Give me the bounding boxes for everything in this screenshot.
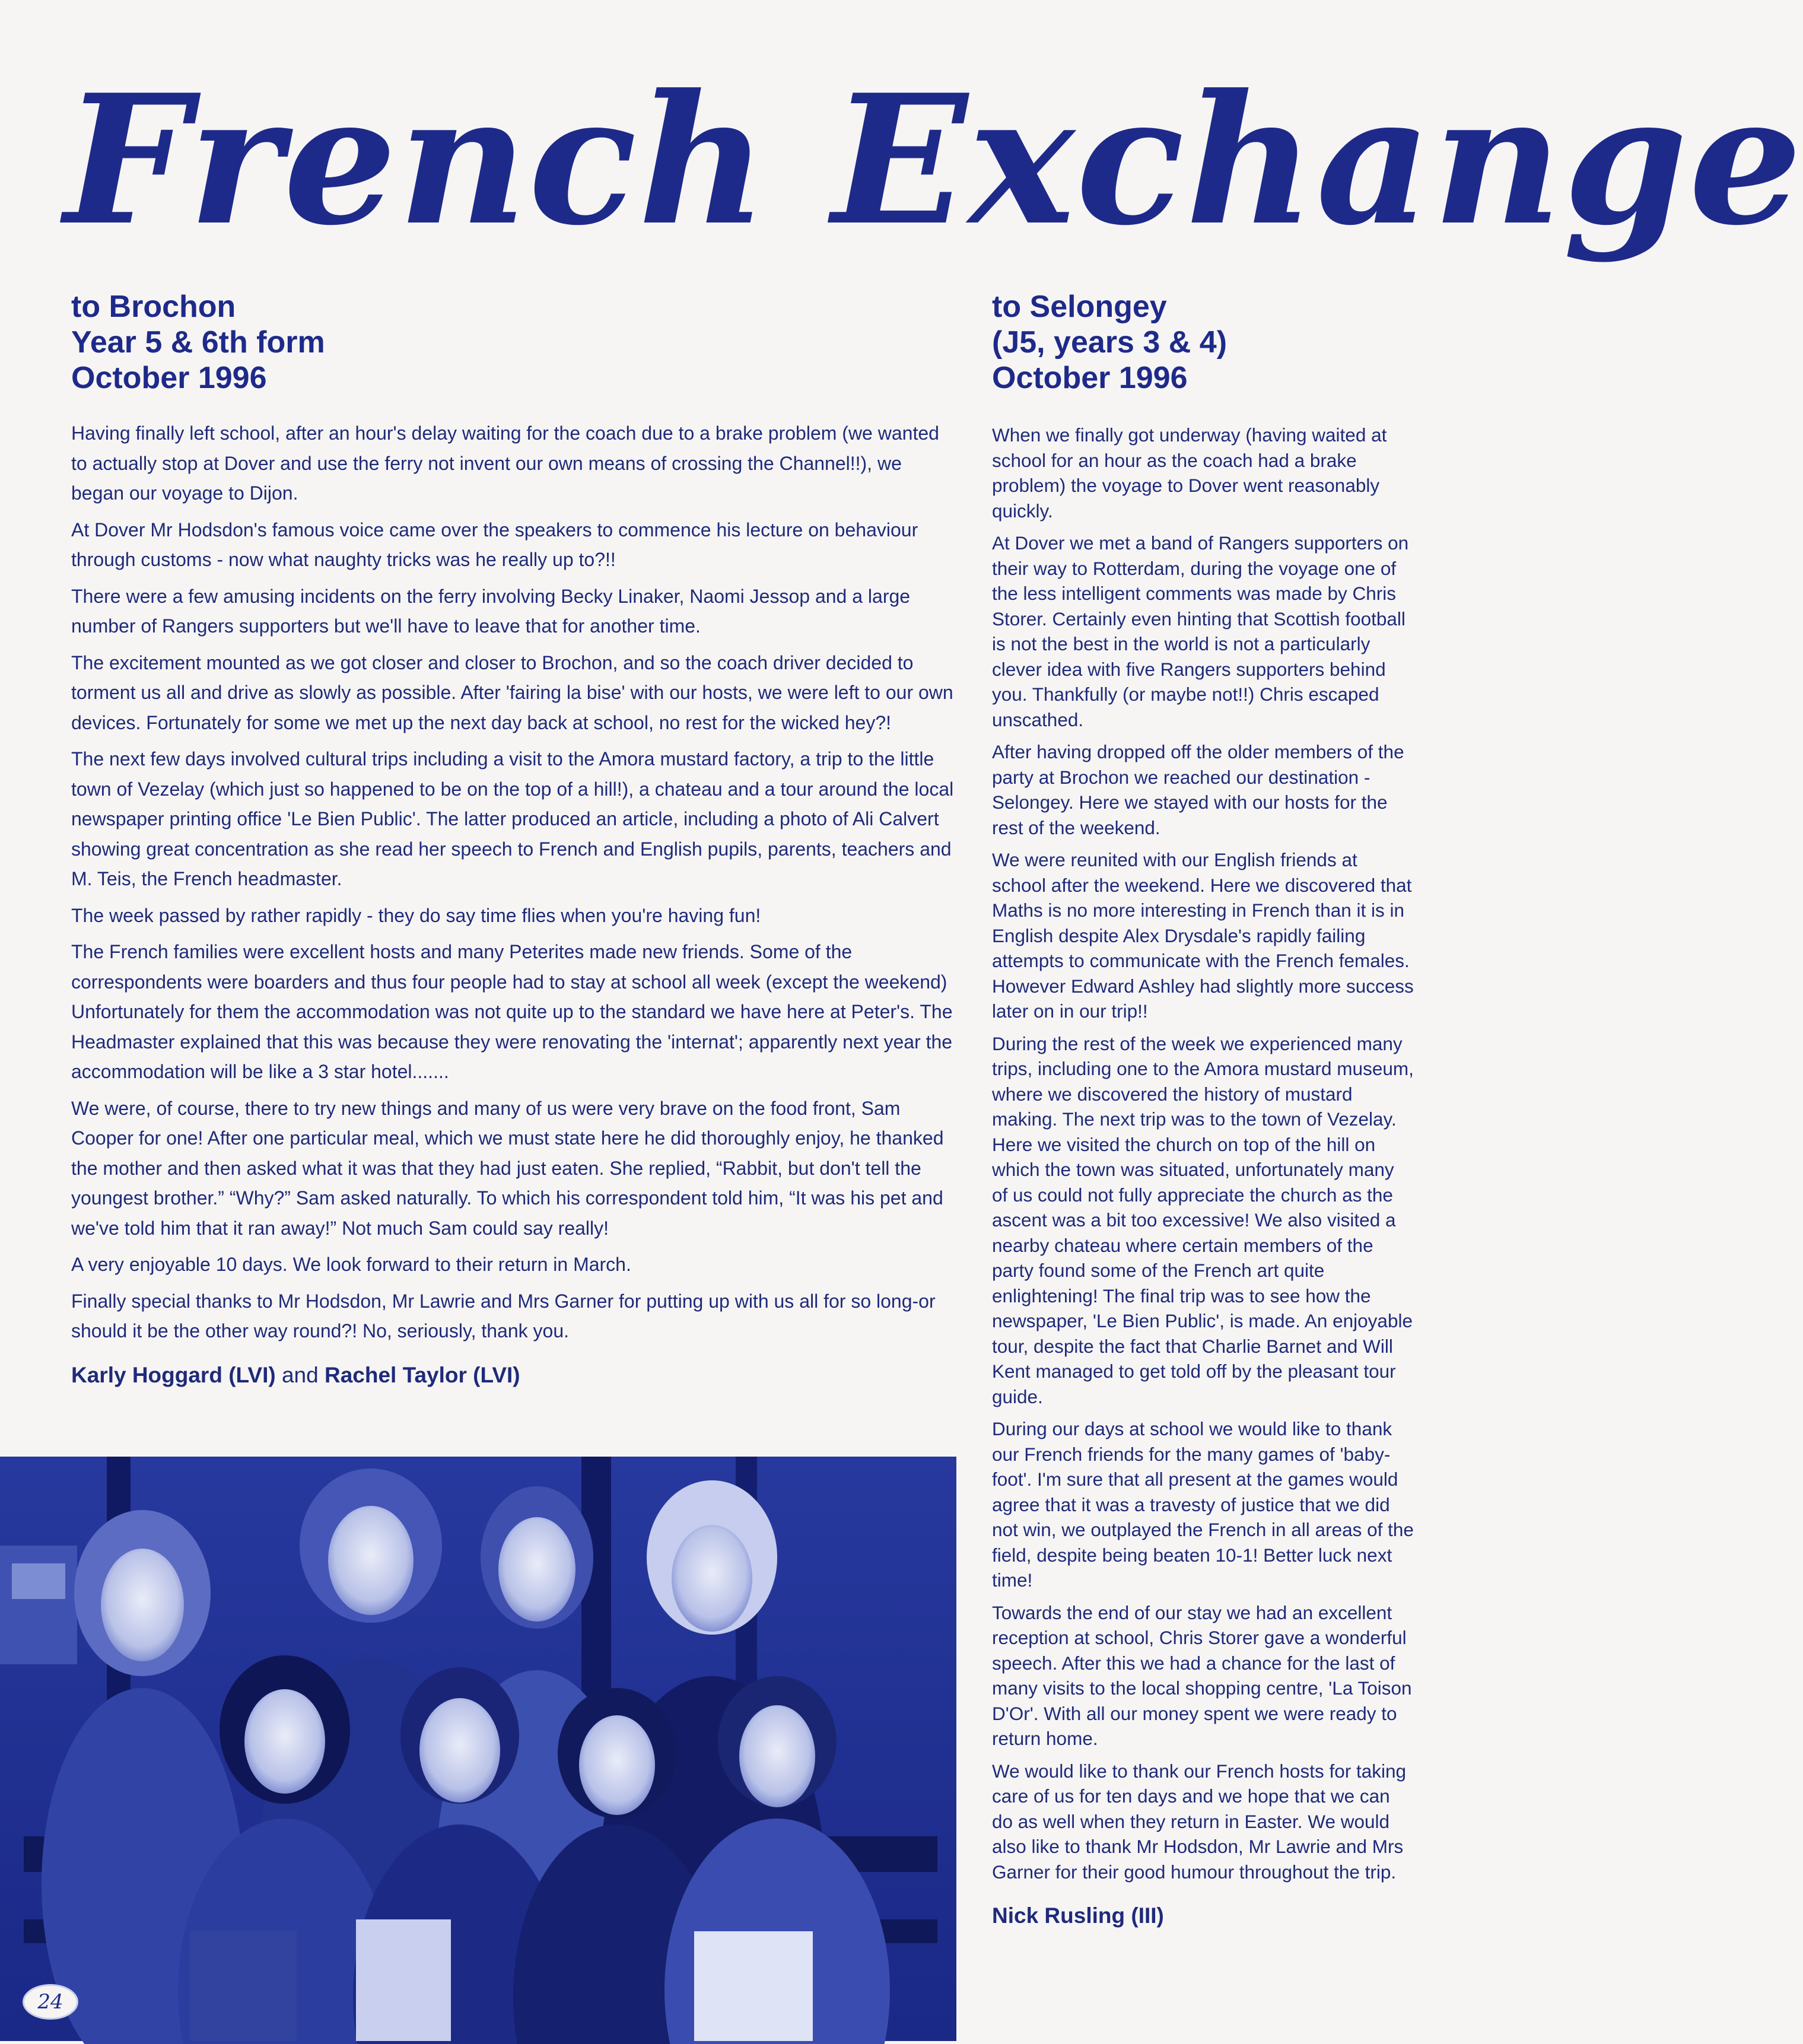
paragraph: We would like to thank our French hosts for taking care of us for ten days and we hope that we can do as well when they return in Easter. We would also like to thank Mr Hodsdon, Mr Lawrie and Mrs Garner for their good humour throughout the trip. bbox=[992, 1760, 1407, 1883]
right-heading-line: to Selongey bbox=[992, 290, 1167, 324]
paragraph: Having finally left school, after an hour's delay waiting for the coach due to a brake problem (we wanted to actually stop at Dover and use the ferry not invent our own means of crossing the Channel!!), we began our voyage to Dijon. bbox=[71, 422, 939, 504]
left-heading bbox=[71, 289, 325, 396]
paragraph: At Dover Mr Hodsdon's famous voice came over the speakers to commence his lecture on behaviour through customs - now what naughty tricks was he really up to?!! bbox=[71, 519, 918, 570]
right-heading bbox=[992, 289, 1227, 396]
page-title: French Exchange bbox=[64, 55, 1803, 265]
paragraph: When we finally got underway (having waited at school for an hour as the coach had a brake problem) the voyage to Dover went reasonably quickly. bbox=[992, 424, 1387, 522]
paragraph: A very enjoyable 10 days. We look forward to their return in March. bbox=[71, 1254, 631, 1275]
page-number: 24 bbox=[23, 1984, 78, 2020]
paragraph: During our days at school we would like to thank our French friends for the many games of 'baby-foot'. I'm sure that all present at the games would agree that it was a travesty of justice that we did not win, we outplayed the French in all areas of the field, despite being beaten 10-1! Better luck next time! bbox=[992, 1418, 1414, 1591]
right-article bbox=[992, 422, 1414, 1931]
left-heading-line: October 1996 bbox=[71, 361, 267, 395]
byline-and: and bbox=[275, 1362, 325, 1387]
left-heading-line: to Brochon bbox=[71, 290, 236, 324]
paragraph: The excitement mounted as we got closer and closer to Brochon, and so the coach driver decided to torment us all and drive as slowly as possible. After 'fairing la bise' with our hosts, we were left to our own devices. Fortunately for some we met up the next day back at school, no rest for the wicked hey?! bbox=[71, 651, 953, 733]
paragraph: The week passed by rather rapidly - they do say time flies when you're having fun! bbox=[71, 904, 761, 926]
paragraph: Towards the end of our stay we had an excellent reception at school, Chris Storer gave a wonderful speech. After this we had a chance for the last of many visits to the local shopping centre, 'La Toison D'Or'. With all our money spent we were ready to return home. bbox=[992, 1601, 1412, 1749]
paragraph: There were a few amusing incidents on the ferry involving Becky Linaker, Naomi Jessop and a large number of Rangers supporters but we'll have to leave that for another time. bbox=[71, 585, 911, 637]
right-heading-line: (J5, years 3 & 4) bbox=[992, 325, 1228, 360]
left-byline bbox=[71, 1360, 955, 1390]
paragraph: Finally special thanks to Mr Hodsdon, Mr Lawrie and Mrs Garner for putting up with us all for so long-or should it be the other way round?! No, seriously, thank you. bbox=[71, 1290, 936, 1342]
paragraph: After having dropped off the older members of the party at Brochon we reached our destination - Selongey. Here we stayed with our hosts for the rest of the weekend. bbox=[992, 741, 1404, 838]
paragraph: The next few days involved cultural trips including a visit to the Amora mustard factory, a trip to the little town of Vezelay (which just so happened to be on the top of a hill!), a chateau and a tour around the local newspaper printing office 'Le Bien Public'. The latter produced an article, including a photo of Ali Calvert showing great concentration as she read her speech to French and English pupils, parents, teachers and M. Teis, the French headmaster. bbox=[71, 748, 954, 889]
author-name: Karly Hoggard (LVI) bbox=[71, 1362, 276, 1387]
right-byline: Nick Rusling (III) bbox=[992, 1903, 1164, 1928]
group-photo bbox=[0, 1457, 956, 2041]
left-heading-line: Year 5 & 6th form bbox=[71, 325, 325, 360]
paragraph: The French families were excellent hosts and many Peterites made new friends. Some of the correspondents were boarders and thus four people had to stay at school all week (except the weekend) Unfortunately for them the accommodation was not quite up to the standard we have here at Peter's. The Headmaster explained that this was because they were renovating the 'internat'; apparently next year the accommodation will be like a 3 star hotel....... bbox=[71, 941, 953, 1082]
paragraph: We were, of course, there to try new things and many of us were very brave on the food front, Sam Cooper for one! After one particular meal, which we must state here he did thoroughly enjoy, he thanked the mother and then asked what it was that they had just eaten. She replied, “Rabbit, but don't tell the youngest brother.” “Why?” Sam asked naturally. To which his correspondent told him, “It was his pet and we've told him that it ran away!” Not much Sam could say really! bbox=[71, 1097, 944, 1239]
left-article bbox=[71, 418, 955, 1390]
paragraph: At Dover we met a band of Rangers supporters on their way to Rotterdam, during the voyage one of the less intelligent comments was made by Chris Storer. Certainly even hinting that Scottish football is not the best in the world is not a particularly clever idea with five Rangers supporters behind you. Thankfully (or maybe not!!) Chris escaped unscathed. bbox=[992, 532, 1409, 730]
paragraph: During the rest of the week we experienced many trips, including one to the Amora mustard museum, where we discovered the history of mustard making. The next trip was to the town of Vezelay. Here we visited the church on top of the hill on which the town was situated, unfortunately many of us could not fully appreciate the church as the ascent was a bit too excessive! We also visited a nearby chateau where certain members of the party found some of the French art quite enlightening! The final trip was to see how the newspaper, 'Le Bien Public', is made. An enjoyable tour, despite the fact that Charlie Barnet and Will Kent managed to get told off by the pleasant tour guide. bbox=[992, 1032, 1414, 1407]
group-photo-image bbox=[0, 1457, 956, 2041]
right-heading-line: October 1996 bbox=[992, 361, 1188, 395]
paragraph: We were reunited with our English friends at school after the weekend. Here we discovered that Maths is no more interesting in French than it is in English despite Alex Drysdale's rapidly failing attempts to communicate with the French females. However Edward Ashley had slightly more success later on in our trip!! bbox=[992, 849, 1414, 1022]
author-name: Rachel Taylor (LVI) bbox=[324, 1362, 520, 1387]
